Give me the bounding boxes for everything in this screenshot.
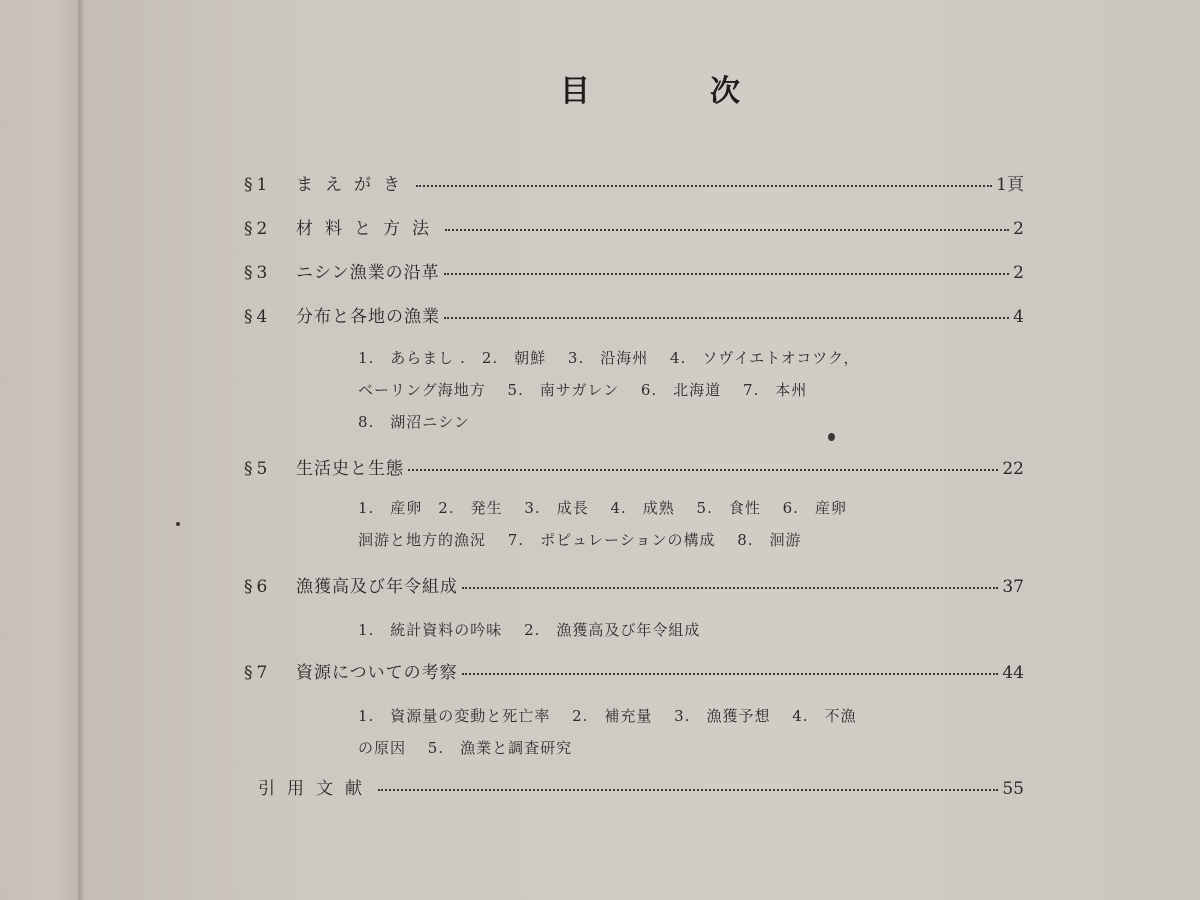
- section-heading: 生活史と生態: [296, 459, 404, 479]
- page-number: 55: [1002, 779, 1024, 799]
- toc-entry-7: [244, 658, 1024, 684]
- toc-entry-4: [244, 302, 1024, 328]
- section-heading: 資源についての考察: [296, 663, 458, 683]
- section-number: §2: [244, 219, 272, 239]
- page-number: 1頁: [996, 175, 1024, 195]
- section-heading: 分布と各地の漁業: [296, 307, 440, 327]
- subsection-list-4: [358, 342, 998, 438]
- page-number: 2: [1013, 219, 1024, 239]
- subsection-line: 1. 産卵 2. 発生 3. 成長 4. 成熟 5. 食性 6. 産卵: [358, 499, 847, 517]
- subsection-line: 1. 統計資料の吟味 2. 漁獲高及び年令組成: [358, 621, 701, 639]
- subsection-list-5: [358, 492, 998, 556]
- subsection-list-7: [358, 700, 998, 764]
- section-number: §3: [244, 263, 272, 283]
- section-number: §1: [244, 175, 272, 195]
- dot-leader: [462, 587, 998, 589]
- page-number: 22: [1002, 459, 1024, 479]
- toc-entry-references: [258, 774, 1024, 800]
- page-title: [560, 66, 740, 110]
- section-number: §4: [244, 307, 272, 327]
- dot-leader: [444, 273, 1010, 275]
- dot-leader: [378, 789, 998, 791]
- section-heading: 材料と方法: [296, 219, 441, 239]
- subsection-line: 1. 資源量の変動と死亡率 2. 補充量 3. 漁獲予想 4. 不漁: [358, 707, 857, 725]
- section-number: §5: [244, 459, 272, 479]
- title-char-1: 目: [560, 74, 590, 109]
- toc-entry-3: [244, 258, 1024, 284]
- subsection-line: ベーリング海地方 5. 南サガレン 6. 北海道 7. 本州: [358, 381, 808, 399]
- section-heading: 引用文献: [258, 779, 374, 799]
- dot-leader: [416, 185, 992, 187]
- dot-leader: [445, 229, 1009, 231]
- section-heading: ニシン漁業の沿革: [296, 263, 440, 283]
- page-number: 44: [1002, 663, 1024, 683]
- dot-leader: [408, 469, 998, 471]
- section-heading: 漁獲高及び年令組成: [296, 577, 458, 597]
- subsection-line: 1. あらまし . 2. 朝鮮 3. 沿海州 4. ソヴイエトオコツク，: [358, 349, 860, 367]
- subsection-list-6: [358, 614, 998, 646]
- subsection-line: の原因 5. 漁業と調査研究: [358, 739, 573, 757]
- toc-entry-1: [244, 170, 1024, 196]
- section-number: §7: [244, 663, 272, 683]
- subsection-line: 洄游と地方的漁況 7. ポピュレーションの構成 8. 洄游: [358, 531, 802, 549]
- left-page: [0, 0, 80, 900]
- page-number: 37: [1002, 577, 1024, 597]
- title-char-2: 次: [710, 74, 740, 109]
- right-page: [84, 0, 1200, 900]
- toc-entry-5: [244, 454, 1024, 480]
- section-number: §6: [244, 577, 272, 597]
- toc-entry-6: [244, 572, 1024, 598]
- page-number: 4: [1013, 307, 1024, 327]
- subsection-line: 8. 湖沼ニシン: [358, 413, 470, 431]
- toc-entry-2: [244, 214, 1024, 240]
- section-heading: まえがき: [296, 175, 412, 195]
- page-number: 2: [1013, 263, 1024, 283]
- ink-spot: [176, 522, 180, 526]
- ink-spot: [828, 433, 835, 441]
- dot-leader: [462, 673, 999, 675]
- dot-leader: [444, 317, 1009, 319]
